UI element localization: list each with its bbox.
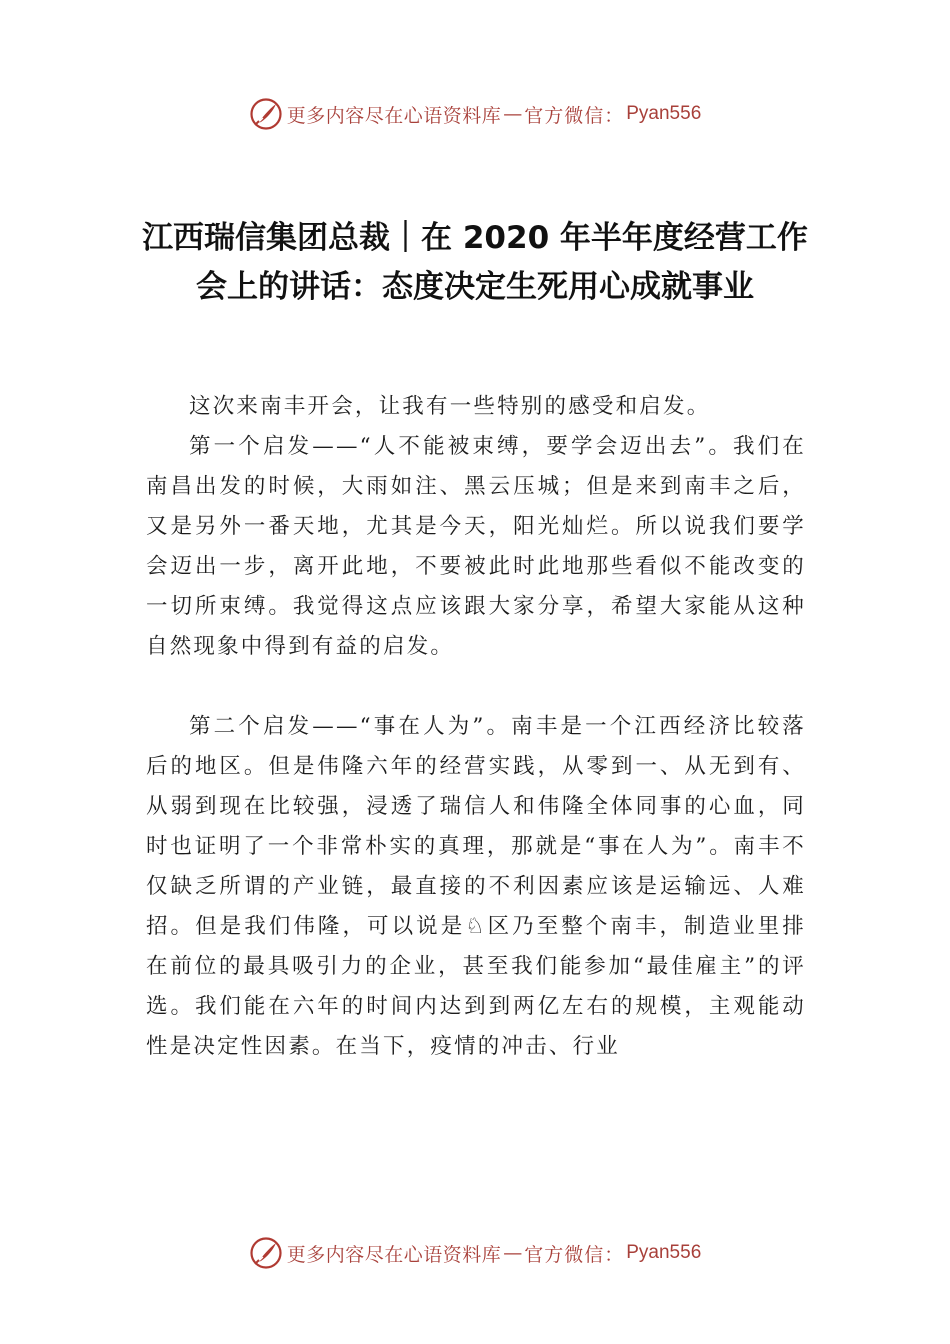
quill-pen-logo-icon — [249, 1236, 283, 1270]
banner-wechat-label: 官方微信： — [524, 104, 625, 127]
header-banner — [0, 94, 950, 134]
banner-separator: — — [503, 103, 523, 125]
footer-banner — [0, 1233, 950, 1273]
banner-wechat-id: Pyan556 — [626, 1242, 702, 1263]
banner-promo-text: 更多内容尽在心语资料库 — [286, 104, 502, 127]
document-body — [146, 387, 806, 1067]
paragraph-second-insight: 第二个启发——“事在人为”。南丰是一个江西经济比较落后的地区。但是伟隆六年的经营实践，从零到一、从无到有、从弱到现在比较强，浸透了瑞信人和伟隆全体同事的心血，同时也证明了一个非常朴实的真理，那就是“事在人为”。南丰不仅缺乏所谓的产业链，最直接的不利因素应该是运输远、人难招。但是我们伟隆，可以说是♘区乃至整个南丰，制造业里排在前位的最具吸引力的企业，甚至我们能参加“最佳雇主”的评选。我们能在六年的时间内达到到两亿左右的规模，主观能动性是决定性因素。在当下，疫情的冲击、行业 — [146, 714, 806, 1059]
document-title: 江西瑞信集团总裁｜在 2020 年半年度经营工作会上的讲话：态度决定生死用心成就事业 — [142, 220, 808, 305]
banner-wechat-label: 官方微信： — [524, 1243, 625, 1266]
banner-wechat-id: Pyan556 — [626, 103, 702, 124]
banner-separator: — — [503, 1242, 523, 1264]
quill-pen-logo-icon — [249, 97, 283, 131]
paragraph-first-insight: 第一个启发——“人不能被束缚，要学会迈出去”。我们在南昌出发的时候，大雨如注、黑云压城；但是来到南丰之后，又是另外一番天地，尤其是今天，阳光灿烂。所以说我们要学会迈出一步，离开此地，不要被此时此地那些看似不能改变的一切所束缚。我觉得这点应该跟大家分享，希望大家能从这种自然现象中得到有益的启发。 — [146, 434, 806, 659]
banner-promo-text: 更多内容尽在心语资料库 — [286, 1243, 502, 1266]
paragraph-intro: 这次来南丰开会，让我有一些特别的感受和启发。 — [189, 394, 711, 419]
